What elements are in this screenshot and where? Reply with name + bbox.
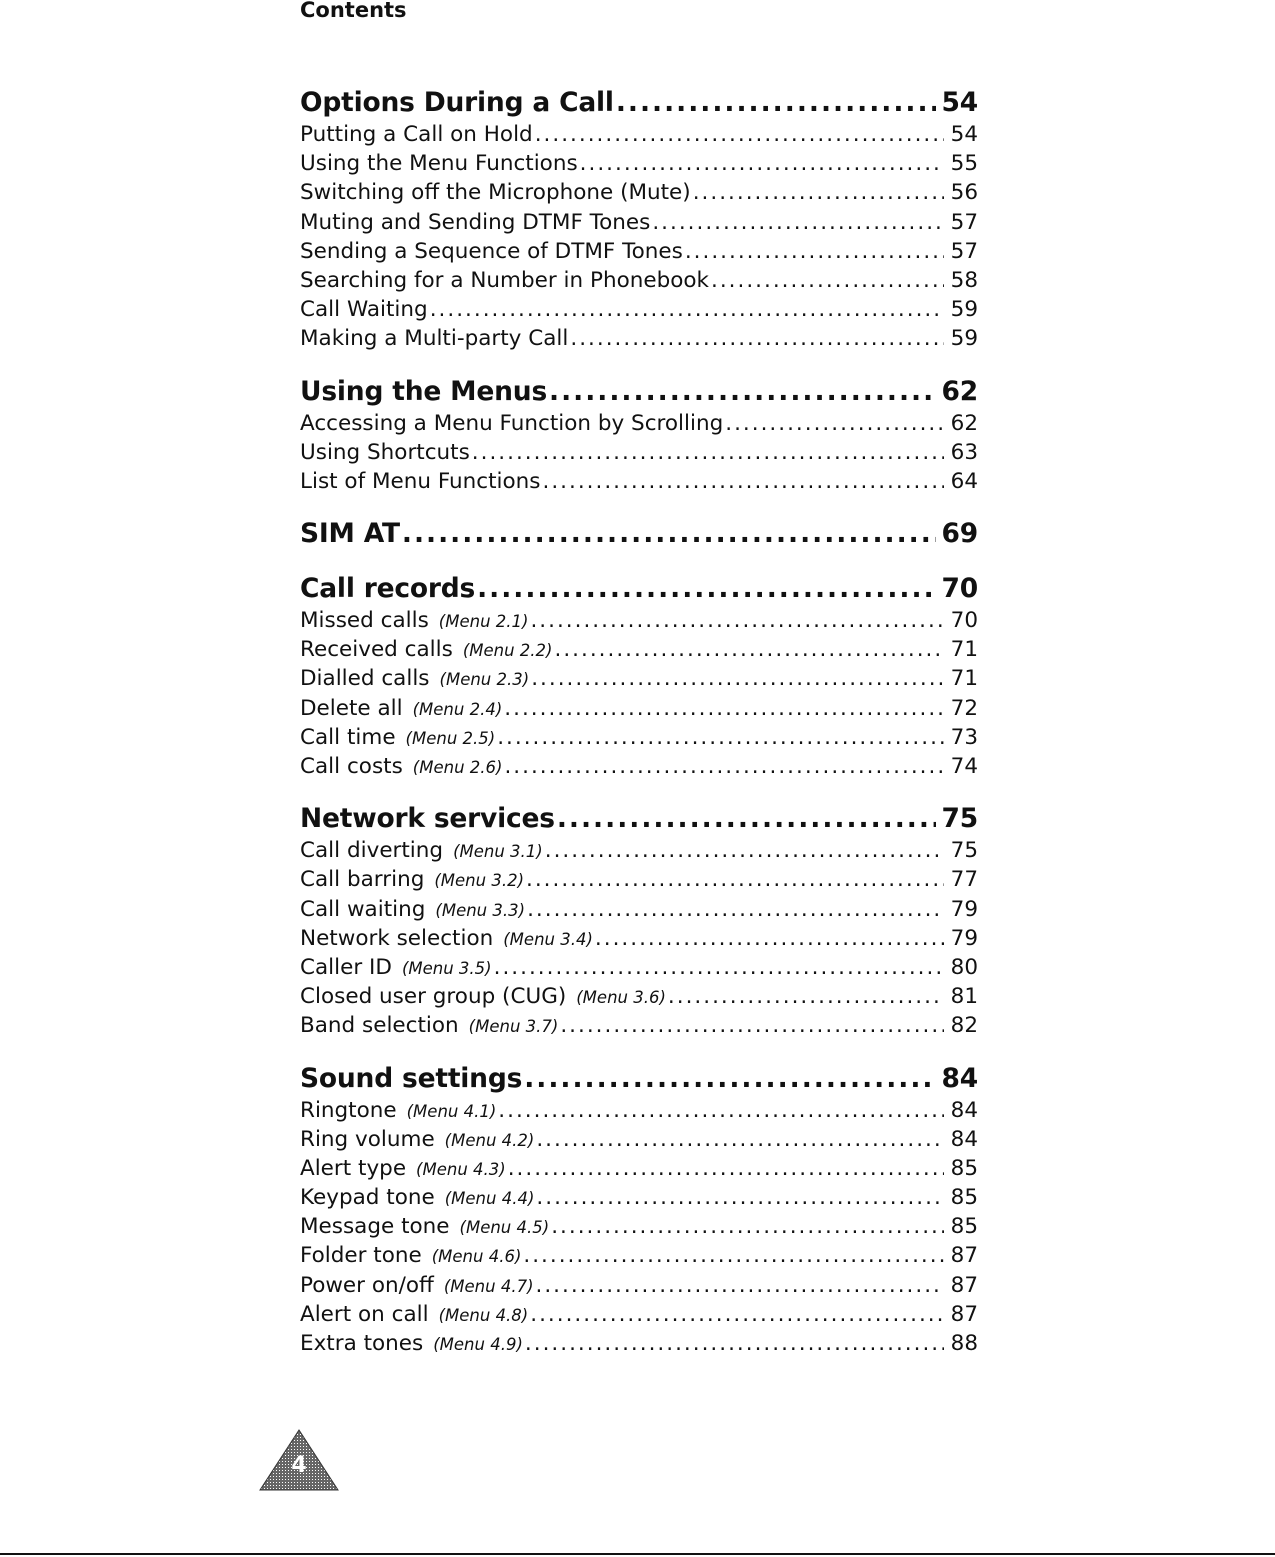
entry-menu-ref: (Menu 4.3) bbox=[416, 1159, 506, 1179]
dot-leader bbox=[477, 572, 935, 606]
entry-title: Using the Menu Functions bbox=[300, 151, 578, 177]
section-page-number: 84 bbox=[941, 1062, 978, 1094]
entry-page-number: 59 bbox=[950, 297, 978, 323]
toc-entry[interactable] bbox=[300, 324, 978, 353]
dot-leader bbox=[595, 924, 944, 953]
section-page-number: 54 bbox=[941, 87, 978, 118]
section-page-number: 69 bbox=[941, 518, 978, 550]
dot-leader bbox=[580, 149, 944, 178]
entry-menu-ref: (Menu 2.5) bbox=[405, 728, 496, 748]
toc-section-heading[interactable] bbox=[300, 1062, 978, 1096]
entry-page-number: 79 bbox=[950, 925, 978, 951]
toc-entry[interactable] bbox=[300, 120, 978, 149]
entry-menu-ref: (Menu 4.5) bbox=[459, 1218, 550, 1238]
entry-title: Alert on call bbox=[300, 1301, 429, 1327]
dot-leader bbox=[668, 982, 944, 1011]
entry-title: Missed calls bbox=[300, 608, 429, 634]
entry-page-number: 85 bbox=[950, 1214, 978, 1240]
dot-leader bbox=[526, 865, 944, 894]
toc-entry[interactable] bbox=[300, 752, 978, 781]
toc-entry[interactable] bbox=[300, 1271, 978, 1300]
toc-section bbox=[300, 572, 978, 781]
entry-title: Call time bbox=[300, 724, 396, 750]
toc-section bbox=[300, 375, 978, 497]
entry-page-number: 58 bbox=[950, 267, 978, 293]
page-header-title: Contents bbox=[300, 0, 407, 22]
toc-entry[interactable] bbox=[300, 924, 978, 953]
entry-title: Keypad tone bbox=[300, 1185, 435, 1211]
toc-section bbox=[300, 517, 978, 551]
dot-leader bbox=[536, 1183, 944, 1212]
entry-page-number: 85 bbox=[950, 1155, 978, 1181]
entry-page-number: 75 bbox=[950, 838, 978, 864]
entry-title: Call Waiting bbox=[300, 297, 428, 323]
toc-entry[interactable] bbox=[300, 606, 978, 635]
entry-page-number: 57 bbox=[950, 238, 978, 264]
entry-menu-ref: (Menu 2.3) bbox=[439, 670, 530, 690]
toc-entry[interactable] bbox=[300, 895, 978, 924]
dot-leader bbox=[570, 324, 944, 353]
entry-title: Call costs bbox=[300, 754, 403, 779]
toc-section-heading[interactable] bbox=[300, 572, 978, 606]
entry-title: Network selection bbox=[300, 925, 494, 951]
toc-entry[interactable] bbox=[300, 1329, 978, 1358]
dot-leader bbox=[504, 752, 944, 781]
dot-leader bbox=[530, 606, 944, 635]
entry-menu-ref: (Menu 4.4) bbox=[444, 1189, 535, 1209]
section-title: Call records bbox=[300, 573, 476, 605]
entry-page-number: 54 bbox=[950, 122, 978, 147]
dot-leader bbox=[531, 664, 944, 693]
toc-entry[interactable] bbox=[300, 694, 978, 723]
entry-page-number: 82 bbox=[950, 1013, 978, 1039]
dot-leader bbox=[504, 694, 944, 723]
bottom-divider bbox=[0, 1553, 1275, 1555]
section-page-number: 62 bbox=[941, 375, 978, 407]
entry-menu-ref: (Menu 3.3) bbox=[435, 900, 526, 920]
entry-title: Message tone bbox=[300, 1214, 450, 1240]
section-title: SIM AT bbox=[300, 518, 400, 550]
toc-section bbox=[300, 802, 978, 1040]
toc-entry[interactable] bbox=[300, 1183, 978, 1212]
entry-page-number: 81 bbox=[950, 984, 978, 1010]
section-title: Using the Menus bbox=[300, 375, 548, 407]
toc-entry[interactable] bbox=[300, 208, 978, 237]
section-page-number: 75 bbox=[941, 803, 978, 835]
dot-leader bbox=[549, 375, 935, 409]
toc-entry[interactable] bbox=[300, 1212, 978, 1241]
entry-menu-ref: (Menu 3.7) bbox=[468, 1017, 559, 1037]
entry-title: Alert type bbox=[300, 1155, 407, 1181]
entry-page-number: 62 bbox=[950, 410, 978, 436]
toc-entry[interactable] bbox=[300, 1096, 978, 1125]
entry-title: Extra tones bbox=[300, 1331, 424, 1356]
toc-entry[interactable] bbox=[300, 295, 978, 324]
toc-entry[interactable] bbox=[300, 953, 978, 982]
entry-menu-ref: (Menu 4.9) bbox=[433, 1335, 523, 1354]
dot-leader bbox=[530, 1300, 944, 1329]
entry-page-number: 87 bbox=[950, 1272, 978, 1298]
toc-section-heading[interactable] bbox=[300, 375, 978, 409]
toc-entry[interactable] bbox=[300, 438, 978, 467]
dot-leader bbox=[725, 409, 944, 438]
section-title: Options During a Call bbox=[300, 87, 614, 118]
entry-menu-ref: (Menu 2.2) bbox=[462, 641, 553, 661]
dot-leader bbox=[693, 178, 944, 207]
toc-entry[interactable] bbox=[300, 664, 978, 693]
toc-entry[interactable] bbox=[300, 836, 978, 865]
entry-page-number: 85 bbox=[950, 1185, 978, 1211]
dot-leader bbox=[551, 1212, 944, 1241]
entry-title: Call diverting bbox=[300, 838, 444, 864]
dot-leader bbox=[711, 266, 944, 295]
entry-page-number: 63 bbox=[950, 439, 978, 465]
toc-section-heading[interactable] bbox=[300, 517, 978, 551]
entry-menu-ref: (Menu 4.1) bbox=[406, 1101, 497, 1121]
dot-leader bbox=[685, 237, 944, 266]
dot-leader bbox=[536, 1271, 944, 1300]
entry-menu-ref: (Menu 3.2) bbox=[434, 871, 525, 891]
toc-entry[interactable] bbox=[300, 1011, 978, 1040]
entry-title: Using Shortcuts bbox=[300, 439, 470, 465]
section-title: Sound settings bbox=[300, 1062, 523, 1094]
entry-title: Folder tone bbox=[300, 1243, 422, 1269]
toc-entry[interactable] bbox=[300, 409, 978, 438]
toc-entry[interactable] bbox=[300, 467, 978, 496]
entry-page-number: 77 bbox=[950, 867, 978, 893]
entry-menu-ref: (Menu 2.6) bbox=[412, 758, 503, 777]
dot-leader bbox=[508, 1154, 944, 1183]
table-of-contents bbox=[300, 86, 978, 1379]
section-page-number: 70 bbox=[941, 573, 978, 605]
toc-entry[interactable] bbox=[300, 865, 978, 894]
dot-leader bbox=[560, 1011, 944, 1040]
entry-title: Accessing a Menu Function by Scrolling bbox=[300, 410, 724, 436]
dot-leader bbox=[554, 635, 944, 664]
toc-section bbox=[300, 1062, 978, 1359]
entry-menu-ref: (Menu 2.1) bbox=[438, 612, 529, 632]
dot-leader bbox=[402, 517, 936, 551]
toc-section-heading[interactable] bbox=[300, 86, 978, 120]
entry-title: Delete all bbox=[300, 695, 403, 721]
entry-title: Ringtone bbox=[300, 1097, 397, 1123]
entry-menu-ref: (Menu 4.8) bbox=[438, 1305, 529, 1325]
entry-page-number: 71 bbox=[950, 666, 978, 692]
entry-title: Call barring bbox=[300, 867, 425, 893]
entry-page-number: 79 bbox=[950, 896, 978, 922]
toc-entry[interactable] bbox=[300, 266, 978, 295]
dot-leader bbox=[652, 208, 944, 237]
toc-entry[interactable] bbox=[300, 237, 978, 266]
entry-page-number: 56 bbox=[950, 180, 978, 206]
entry-title: Caller ID bbox=[300, 954, 392, 980]
toc-entry[interactable] bbox=[300, 635, 978, 664]
entry-title: Searching for a Number in Phonebook bbox=[300, 267, 709, 293]
entry-page-number: 57 bbox=[950, 209, 978, 235]
entry-page-number: 84 bbox=[950, 1097, 978, 1123]
entry-page-number: 70 bbox=[950, 608, 978, 634]
entry-title: Band selection bbox=[300, 1013, 459, 1039]
toc-entry[interactable] bbox=[300, 1241, 978, 1270]
page-number: 4 bbox=[291, 1453, 307, 1478]
entry-title: Muting and Sending DTMF Tones bbox=[300, 209, 651, 235]
toc-entry[interactable] bbox=[300, 1154, 978, 1183]
dot-leader bbox=[557, 802, 936, 836]
dot-leader bbox=[527, 895, 944, 924]
entry-page-number: 84 bbox=[950, 1126, 978, 1152]
dot-leader bbox=[430, 295, 944, 324]
entry-menu-ref: (Menu 4.7) bbox=[443, 1276, 534, 1296]
entry-menu-ref: (Menu 3.1) bbox=[453, 842, 543, 862]
entry-page-number: 87 bbox=[950, 1243, 978, 1269]
toc-entry[interactable] bbox=[300, 723, 978, 752]
entry-title: Closed user group (CUG) bbox=[300, 984, 567, 1010]
entry-menu-ref: (Menu 3.6) bbox=[576, 988, 666, 1008]
entry-page-number: 71 bbox=[950, 637, 978, 663]
toc-entry[interactable] bbox=[300, 178, 978, 207]
entry-menu-ref: (Menu 4.6) bbox=[431, 1247, 522, 1267]
toc-section-heading[interactable] bbox=[300, 802, 978, 836]
dot-leader bbox=[536, 1125, 944, 1154]
section-title: Network services bbox=[300, 803, 555, 835]
toc-section bbox=[300, 86, 978, 354]
dot-leader bbox=[472, 438, 944, 467]
dot-leader bbox=[535, 120, 944, 149]
entry-page-number: 88 bbox=[950, 1331, 978, 1356]
entry-title: Ring volume bbox=[300, 1126, 435, 1152]
entry-title: Call waiting bbox=[300, 896, 426, 922]
entry-title: Dialled calls bbox=[300, 666, 430, 692]
entry-page-number: 74 bbox=[950, 754, 978, 779]
toc-entry[interactable] bbox=[300, 149, 978, 178]
toc-entry[interactable] bbox=[300, 1300, 978, 1329]
entry-title: Putting a Call on Hold bbox=[300, 122, 533, 147]
entry-page-number: 59 bbox=[950, 326, 978, 352]
entry-title: Power on/off bbox=[300, 1272, 434, 1298]
dot-leader bbox=[616, 86, 936, 120]
entry-page-number: 72 bbox=[950, 695, 978, 721]
dot-leader bbox=[545, 836, 944, 865]
entry-menu-ref: (Menu 3.4) bbox=[503, 929, 593, 949]
entry-menu-ref: (Menu 2.4) bbox=[412, 699, 503, 719]
entry-title: List of Menu Functions bbox=[300, 468, 541, 494]
entry-title: Sending a Sequence of DTMF Tones bbox=[300, 238, 683, 264]
entry-menu-ref: (Menu 3.5) bbox=[401, 958, 492, 978]
entry-page-number: 73 bbox=[950, 724, 978, 750]
entry-page-number: 80 bbox=[950, 954, 978, 980]
toc-entry[interactable] bbox=[300, 982, 978, 1011]
dot-leader bbox=[523, 1241, 944, 1270]
dot-leader bbox=[525, 1329, 944, 1358]
dot-leader bbox=[543, 467, 945, 496]
entry-title: Making a Multi-party Call bbox=[300, 326, 569, 352]
entry-page-number: 64 bbox=[950, 468, 978, 494]
dot-leader bbox=[498, 1096, 944, 1125]
dot-leader bbox=[497, 723, 944, 752]
entry-menu-ref: (Menu 4.2) bbox=[444, 1130, 535, 1150]
entry-title: Received calls bbox=[300, 637, 453, 663]
entry-title: Switching off the Microphone (Mute) bbox=[300, 180, 691, 206]
entry-page-number: 87 bbox=[950, 1301, 978, 1327]
dot-leader bbox=[494, 953, 944, 982]
entry-page-number: 55 bbox=[950, 151, 978, 177]
toc-entry[interactable] bbox=[300, 1125, 978, 1154]
dot-leader bbox=[524, 1062, 935, 1096]
